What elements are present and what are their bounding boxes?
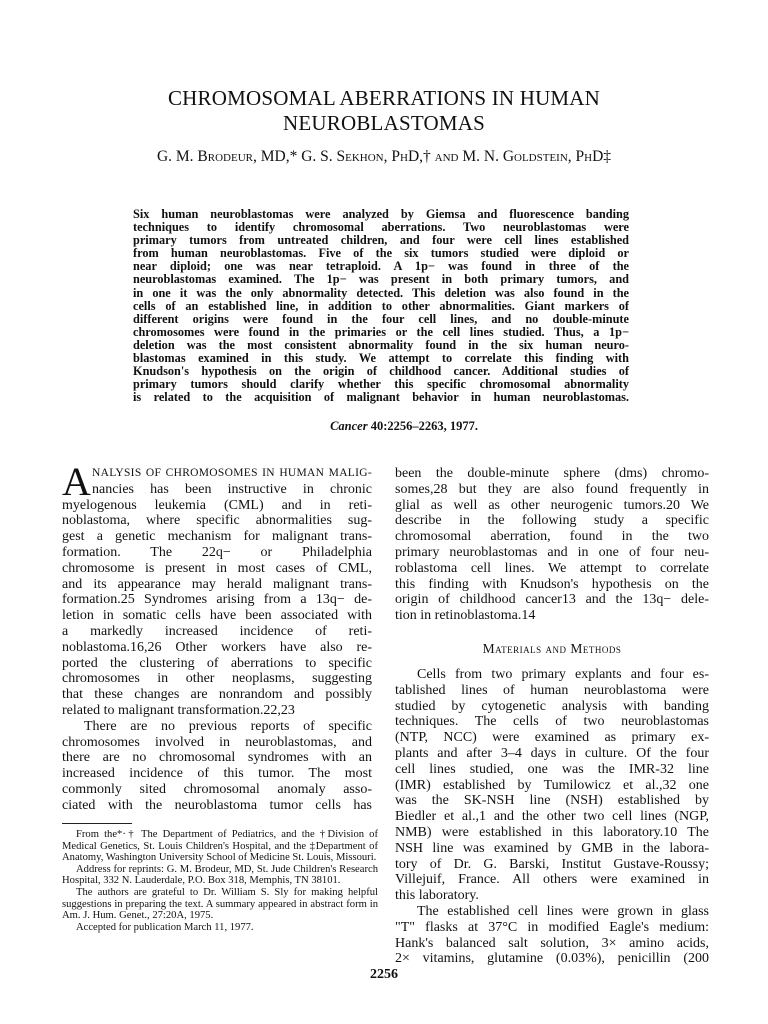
journal-citation	[133, 419, 478, 433]
body-line: techniques. The cells of two neuroblastomas	[395, 714, 709, 730]
body-line: glial as well as other neurogenic tumors.20 We	[395, 497, 709, 513]
journal-name: Cancer	[330, 419, 368, 433]
body-line: Hank's balanced salt solution, 3× amino acids,	[395, 935, 709, 951]
abstract-line: different origins were found in the four cell lines, and no double-minute	[133, 311, 629, 326]
body-line: been the double-minute sphere (dms) chromo-	[395, 466, 709, 481]
body-line: commonly sited chromosomal anomaly asso-	[62, 781, 372, 797]
body-line: tion in retinoblastoma.14	[395, 608, 536, 624]
body-line: studied by cytogenetic analysis with banding	[395, 698, 709, 714]
body-line: formation.25 Syndromes arising from a 13q− de-	[62, 592, 372, 608]
body-line: chromosomes in other neoplasms, suggesting	[62, 671, 372, 687]
body-line: cell lines studied, one was the IMR-32 line	[395, 761, 709, 777]
body-line: NMB) were established in this laboratory.10 The	[395, 824, 709, 840]
body-line: ported the clustering of aberrations to specific	[62, 655, 372, 671]
title-line: CHROMOSOMAL ABERRATIONS IN HUMAN	[167, 86, 601, 110]
body-line: and its appearance may herald malignant trans-	[62, 576, 372, 592]
body-line: formation. The 22q− or Philadelphia	[62, 544, 372, 560]
body-line: describe in the following study a specific	[395, 513, 709, 529]
body-line: gest a genetic mechanism for malignant trans-	[62, 529, 372, 545]
body-line: this laboratory.	[395, 888, 479, 904]
left-column	[62, 459, 372, 814]
abstract-line: blastomas examined in this study. We attempt to correlate this finding with	[133, 351, 629, 366]
body-line: letion in somatic cells have been associated with	[62, 608, 372, 624]
body-line: tory of Dr. G. Barski, Institut Gustave-Roussy;	[395, 856, 709, 872]
abstract-line: Six human neuroblastomas were analyzed by Giemsa and fluorescence banding	[133, 207, 629, 221]
footnote: From the*·† The Department of Pediatrics, and the †Division of Medical Genetics, St. Louis Children's Hospital, and the ‡Department of Anatomy, Washington University School of Medicine St. Louis, Missouri.	[62, 829, 378, 864]
abstract-line: in one it was the only abnormality detected. This deletion was also found in the	[133, 285, 629, 300]
body-line: origin of childhood cancer13 and the 13q− dele-	[395, 592, 709, 608]
body-line: (IMR) established by Tumilowicz et al.,32 one	[395, 777, 709, 793]
body-line: increased incidence of this tumor. The most	[62, 766, 372, 782]
abstract-line: neuroblastomas examined. The 1p− was present in both primary tumors, and	[133, 272, 629, 287]
footnote: Address for reprints: G. M. Brodeur, MD, St. Jude Children's Research Hospital, 332 N. Lauderdale, P.O. Box 318, Memphis, TN 38101.	[62, 863, 378, 887]
abstract-line: Knudson's hypothesis on the origin of childhood cancer. Additional studies of	[133, 364, 629, 379]
body-line: myelogenous leukemia (CML) and in reti-	[62, 497, 372, 513]
footnotes	[62, 829, 378, 933]
footnote: Accepted for publication March 11, 1977.	[76, 921, 254, 933]
body-line: a markedly increased incidence of reti-	[62, 623, 372, 639]
body-line: noblastoma, where specific abnormalities sug-	[62, 513, 372, 529]
body-line: somes,28 but they are also found frequently in	[395, 481, 709, 497]
citation-ref: 40:2256–2263, 1977.	[367, 419, 478, 433]
title-line: NEUROBLASTOMAS	[283, 111, 485, 135]
second-paragraph	[62, 719, 372, 814]
drop-cap: A	[62, 459, 91, 504]
body-line: that these changes are nonrandom and possibly	[62, 687, 372, 703]
body-line: noblastoma.16,26 Other workers have also re-	[62, 639, 372, 655]
body-line: (NTP, NCC) were examined as primary ex-	[395, 730, 709, 746]
body-line: related to malignant transformation.22,23	[62, 702, 295, 718]
right-column	[395, 466, 709, 624]
abstract-line: is related to the acquisition of malignant behavior in human neuroblastomas.	[133, 390, 629, 405]
abstract-line: techniques to identify chromosomal aberrations. Two neuroblastomas were	[133, 220, 629, 235]
body-line: 2× vitamins, glutamine (0.03%), penicillin (200	[395, 951, 709, 967]
body-line: chromosome is present in most cases of CML,	[62, 560, 372, 576]
body-line: NALYSIS OF CHROMOSOMES IN HUMAN MALIG-	[92, 467, 372, 479]
abstract-line: chromosomes were found in the primaries or the cell lines studied. Thus, a 1p−	[133, 324, 629, 339]
abstract-line: near diploid; one was near tetraploid. A 1p− was found in three of the	[133, 259, 629, 274]
page-number: 2256	[370, 967, 398, 982]
body-line: primary neuroblastomas and in one of four neu-	[395, 544, 709, 560]
body-line: The established cell lines were grown in glass	[417, 903, 709, 919]
body-line: Villejuif, France. All others were examined in	[395, 872, 709, 888]
paper-title	[60, 86, 708, 136]
body-line: "T" flasks at 37°C in modified Eagle's medium:	[395, 919, 709, 935]
intro-paragraph	[62, 459, 372, 719]
body-line: Cells from two primary explants and four es-	[417, 667, 709, 682]
body-line: plants and after 3–4 days in culture. Of the four	[395, 745, 709, 761]
author-list: G. M. Brodeur, MD,* G. S. Sekhon, PhD,† and M. N. Goldstein, PhD‡	[156, 148, 612, 165]
abstract	[133, 208, 629, 404]
body-line: There are no previous reports of specific	[84, 718, 372, 734]
methods-text	[395, 667, 709, 967]
body-line: there are no chromosomal syndromes with an	[62, 750, 372, 766]
body-line: roblastoma cell lines. We attempt to correlate	[395, 560, 709, 576]
abstract-line: primary tumors from untreated children, and four were cell lines established	[133, 233, 629, 248]
body-line: this finding with Knudson's hypothesis on the	[395, 576, 709, 592]
abstract-line: primary tumors should clarify whether this specific chromosomal abnormality	[133, 377, 629, 392]
abstract-line: from human neuroblastomas. Five of the six tumors studied were diploid or	[133, 246, 629, 261]
body-line: NSH line was examined by GMB in the labora-	[395, 840, 709, 856]
abstract-line: deletion was the most consistent abnormality found in the six human neuro-	[133, 337, 629, 352]
body-line: chromosomes involved in neuroblastomas, and	[62, 734, 372, 750]
footnote-rule	[62, 823, 132, 824]
body-line: chromosomal aberration, found in the two	[395, 529, 709, 545]
footnote: The authors are grateful to Dr. William S. Sly for making helpful suggestions in preparing the text. A summary appeared in abstract form in Am. J. Hum. Genet., 27:20A, 1975.	[62, 886, 378, 922]
body-line: was the SK-NSH line (NSH) established by	[395, 793, 709, 809]
body-line: ciated with the neuroblastoma tumor cells has	[62, 797, 372, 813]
body-line: Biedler et al.,1 and the other two cell lines (NGP,	[395, 809, 709, 825]
abstract-line: cells of an established line, in addition to other abnormalities. Giant markers of	[133, 298, 629, 313]
body-line: nancies has been instructive in chronic	[92, 481, 372, 497]
section-heading: Materials and Methods	[482, 641, 622, 656]
body-line: tablished lines of human neuroblastoma were	[395, 682, 709, 698]
